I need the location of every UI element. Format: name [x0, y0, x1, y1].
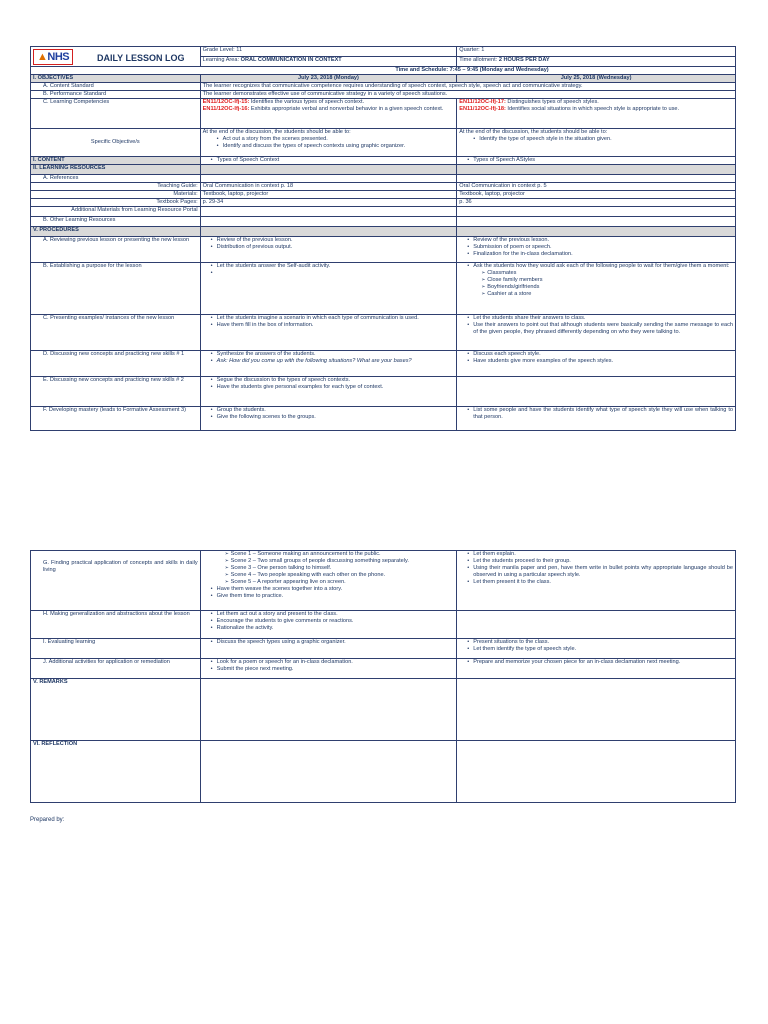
remarks-label: V. REMARKS: [31, 679, 201, 741]
materials-day2: Textbook, laptop, projector: [457, 191, 736, 199]
specific-objectives-day2: At the end of the discussion, the students should be able to: • Identify the type of speech style in the situation given.: [457, 129, 736, 157]
lesson-log-table-page2: [30, 550, 736, 803]
reflection-label: VI. REFLECTION: [31, 741, 201, 803]
proc-b-day2: • Ask the students how they would ask each of the following people to wait for them/give them a moment: ➢ Classmates ➢ Close family members ➢ Boyfriends/girlfriends ➢ Cashier at a store: [457, 263, 736, 315]
reflection-day2: [457, 741, 736, 803]
proc-i-day2: • Present situations to the class. • Let them identify the type of speech style.: [457, 639, 736, 659]
proc-g-day1: ➢ Scene 1 – Someone making an announcement to the public. ➢ Scene 2 – Two small groups of people discussing something separately. ➢ Scene 3 – One person talking to himself. ➢ Scene 4 – Two people speaking with each other on the phone. ➢ Scene 5 – A reporter appearing live on screen. • Have them weave the scenes together into a story. • Give them time to practice.: [200, 551, 457, 611]
materials-day1: Textbook, laptop, projector: [200, 191, 457, 199]
proc-f-label: F. Developing mastery (leads to Formative Assessment 3): [31, 407, 201, 431]
proc-j-label: J. Additional activities for application or remediation: [31, 659, 201, 679]
proc-e-label: E. Discussing new concepts and practicing new skills # 2: [31, 377, 201, 407]
objectives-label: I. OBJECTIVES: [31, 75, 201, 83]
logo-cell: [31, 47, 201, 67]
proc-e-day1: • Segue the discussion to the types of speech contexts. • Have the students give personal examples for each type of context.: [200, 377, 457, 407]
proc-c-label: C. Presenting examples/ instances of the new lesson: [31, 315, 201, 351]
proc-a-label: A. Reviewing previous lesson or presenting the new lesson: [31, 237, 201, 263]
additional-materials-label: Additional Materials from Learning Resource Portal: [31, 207, 201, 217]
prepared-by: Prepared by:: [30, 817, 65, 823]
proc-j-day2: • Prepare and memorize your chosen piece for an in-class declamation next meeting.: [457, 659, 736, 679]
day1-date: July 23, 2018 (Monday): [200, 75, 457, 83]
performance-standard: The learner demonstrates effective use of communicative strategy in a variety of speech situations.: [200, 91, 735, 99]
proc-h-label: H. Making generalization and abstractions about the lesson: [31, 611, 201, 639]
proc-d-label: D. Discussing new concepts and practicing new skills # 1: [31, 351, 201, 377]
proc-i-label: I. Evaluating learning: [31, 639, 201, 659]
content-day1: • Types of Speech Context: [200, 157, 457, 165]
proc-h-day1: • Let them act out a story and present to the class. • Encourage the students to give comments or reactions. • Rationalize the activity.: [200, 611, 457, 639]
remarks-day1: [200, 679, 457, 741]
proc-b-day1: • Let the students answer the Self-audit activity.: [200, 263, 457, 315]
textbook-pages-day1: p. 29-34: [200, 199, 457, 207]
materials-label: Materials:: [31, 191, 201, 199]
proc-d-day1: • Synthesize the answers of the students. • Ask: How did you come up with the following situations? What are your bases?: [200, 351, 457, 377]
references-label: A. References: [31, 175, 201, 183]
proc-g-label: G. Finding practical application of concepts and skills in daily living: [31, 551, 201, 611]
textbook-pages-day2: p. 36: [457, 199, 736, 207]
logo-text: NHS: [47, 51, 70, 63]
teaching-guide-label: Teaching Guide:: [31, 183, 201, 191]
grade-level: Grade Level: 11: [200, 47, 457, 57]
textbook-pages-label: Textbook Pages:: [31, 199, 201, 207]
quarter: Quarter: 1: [457, 47, 736, 57]
page-title: DAILY LESSON LOG: [97, 53, 185, 63]
other-resources-label: B. Other Learning Resources: [31, 217, 201, 227]
content-standard-label: A. Content Standard: [31, 83, 201, 91]
proc-c-day2: • Let the students share their answers to class. • Use their answers to point out that although students were basically sending the same message to each of the given people, they phrased differently depending on who they were talking to.: [457, 315, 736, 351]
specific-objectives-label: Specific Objective/s: [31, 129, 201, 157]
proc-a-day1: • Review of the previous lesson. • Distribution of previous output.: [200, 237, 457, 263]
teaching-guide-day2: Oral Communication in context p. 5: [457, 183, 736, 191]
proc-d-day2: • Discuss each speech style. • Have students give more examples of the speech styles.: [457, 351, 736, 377]
performance-standard-label: B. Performance Standard: [31, 91, 201, 99]
time-allotment: Time allotment: 2 HOURS PER DAY: [457, 57, 736, 67]
proc-i-day1: • Discuss the speech types using a graphic organizer.: [200, 639, 457, 659]
proc-g-day2: • Let them explain. • Let the students proceed to their group. • Using their manila paper and pen, have them write in bullet points why appropriate language should be observed in using a particular speech style. • Let them present it to the class.: [457, 551, 736, 611]
day2-date: July 25, 2018 (Wednesday): [457, 75, 736, 83]
proc-b-label: B. Establishing a purpose for the lesson: [31, 263, 201, 315]
proc-f-day2: • List some people and have the students identify what type of speech style they will use when talking to that person.: [457, 407, 736, 431]
learning-area: Learning Area: ORAL COMMUNICATION IN CONTEXT: [200, 57, 457, 67]
school-logo: [33, 49, 73, 65]
lesson-log-table-page1: [30, 46, 736, 431]
resources-label: II. LEARNING RESOURCES: [31, 165, 201, 175]
proc-c-day1: • Let the students imagine a scenario in which each type of communication is used. • Have them fill in the box of information.: [200, 315, 457, 351]
competencies-day2: EN11/12OC-Ifj-17: Distinguishes types of speech styles. EN11/12OC-Ifj-18: Identifies social situations in which speech style is appropriate to use.: [457, 99, 736, 129]
torch-icon: ▲: [37, 51, 48, 63]
proc-j-day1: • Look for a poem or speech for an in-class declamation. • Submit the piece next meeting.: [200, 659, 457, 679]
competencies-day1: EN11/12OC-Ifj-15: Identifies the various types of speech context. EN11/12OC-Ifj-16: Exhibits appropriate verbal and nonverbal behavior in a given speech context.: [200, 99, 457, 129]
proc-f-day1: • Group the students. • Give the following scenes to the groups.: [200, 407, 457, 431]
reflection-day1: [200, 741, 457, 803]
time-schedule: Time and Schedule: 7:45 – 9:45 (Monday and Wednesday): [31, 67, 736, 75]
teaching-guide-day1: Oral Communication in context p. 18: [200, 183, 457, 191]
proc-a-day2: • Review of the previous lesson. • Submission of poem or speech. • Finalization for the in-class declamation.: [457, 237, 736, 263]
remarks-day2: [457, 679, 736, 741]
competencies-label: C. Learning Competencies: [31, 99, 201, 129]
specific-objectives-day1: At the end of the discussion, the students should be able to: • Act out a story from the scenes presented. • Identify and discuss the types of speech contexts using graphic organizer.: [200, 129, 457, 157]
content-standard: The learner recognizes that communicative competence requires understanding of speech context, speech style, speech act and communicative strategy.: [200, 83, 735, 91]
procedures-label: V. PROCEDURES: [31, 227, 201, 237]
content-day2: • Types of Speech AStyles: [457, 157, 736, 165]
content-label: I. CONTENT: [31, 157, 201, 165]
